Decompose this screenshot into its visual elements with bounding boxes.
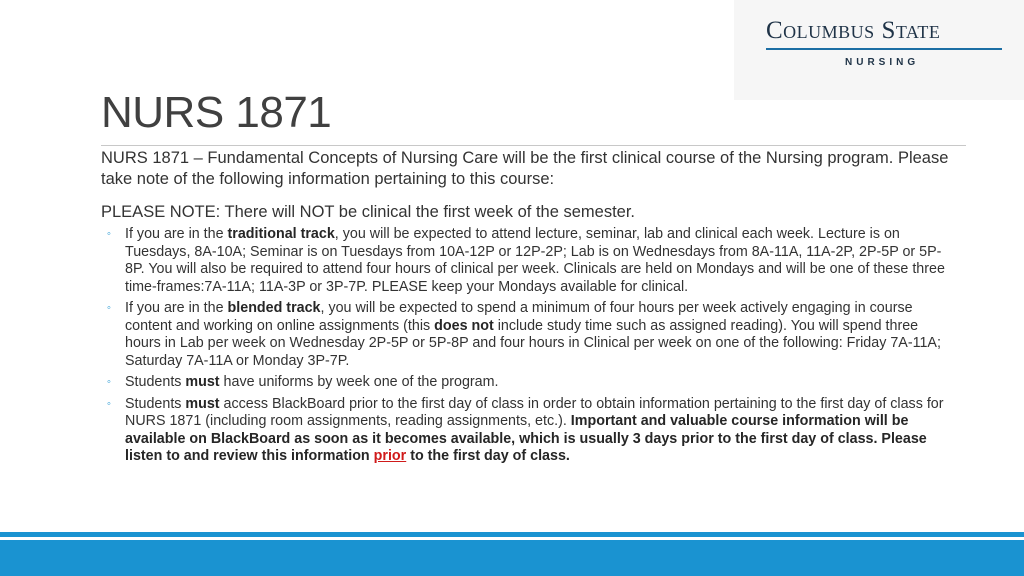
title-divider [101,145,966,146]
bullet-blended-track [105,300,950,370]
highlight-text: prior [373,448,407,464]
bullet-circle-icon: ◦ [107,397,111,410]
bullet-list [105,226,950,470]
text: If you are in the [125,300,228,316]
bullet-circle-icon: ◦ [107,302,111,314]
logo-subtitle: NURSING [845,57,920,68]
bold-text: traditional track [227,226,335,242]
text: access BlackBoard prior to the first day of class in order to obtain information pertaining to the first day of class for NURS 1871 (including room assignments, reading assignments, etc.). [125,395,944,429]
bold-text: to the first day of class. [406,448,570,464]
bullet-blackboard [105,396,950,466]
bullet-circle-icon: ◦ [107,376,111,388]
bold-text: blended track [227,300,321,316]
footer-bar [0,540,1024,576]
logo-divider [766,48,1002,50]
text: , you will be expected to spend a minimum of four hours per week actively engaging in course content and working on online assignments (this [125,300,913,334]
slide-title: NURS 1871 [101,88,332,137]
bold-text: does not [434,317,494,334]
text: Students [125,395,186,412]
text: include study time such as assigned reading). You will spend three hours in Lab per week on Wednesday 2P-5P or 5P-8P and four hours in Clinical per week on one of the following: Friday 7A-11A; Saturday 7A-11A or Monday 3P-7P. [125,317,941,369]
bullet-uniforms [105,374,950,392]
logo-wordmark: Columbus State [766,17,941,44]
intro-paragraph: NURS 1871 – Fundamental Concepts of Nursing Care will be the first clinical course of the Nursing program. Please take note of the following information pertaining to this course: [101,149,949,188]
bullet-circle-icon: ◦ [107,228,111,240]
bold-text: Important and valuable course information will be available on BlackBoard as soon as it becomes available, which is usually 3 days prior to the first day of class. Please listen to and review this information [125,413,927,464]
text: have uniforms by week one of the program. [219,374,499,390]
footer-accent-line [0,532,1024,537]
please-note: PLEASE NOTE: There will NOT be clinical the first week of the semester. [101,203,636,221]
text: If you are in the [125,226,228,242]
text: , you will be expected to attend lecture, seminar, lab and clinical each week. Lecture is on Tuesdays, 8A-10A; Seminar is on Tuesdays from 10A-12P or 12P-2P; Lab is on Wednesdays from 8A-11A, 11A-2P, 2P-5P or 5P-8P. You will also be required to attend four hours of clinical per week. Clinicals are held on Mondays and will be one of these three time-frames:7A-11A; 11A-3P or 3P-7P. PLEASE keep your Mondays available for clinical. [125,226,945,295]
bold-text: must [185,395,220,412]
bullet-traditional-track [105,226,950,296]
bold-text: must [185,374,220,390]
logo-panel [734,0,1024,100]
text: Students [125,374,186,390]
